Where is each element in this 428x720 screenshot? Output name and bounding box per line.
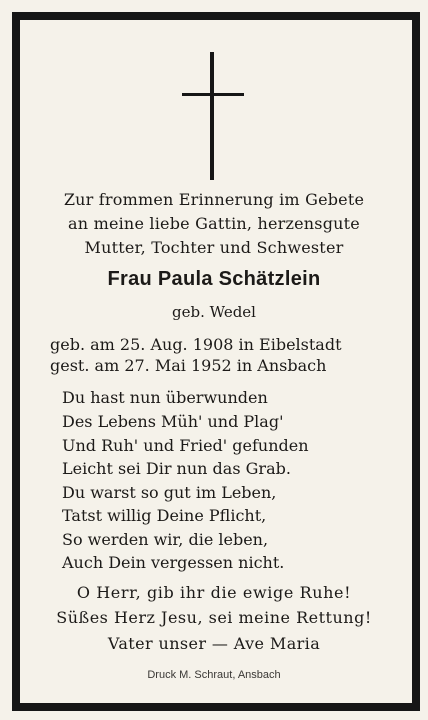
intro-line-3: Mutter, Tochter und Schwester [84, 238, 344, 257]
death-line: gest. am 27. Mai 1952 in Ansbach [50, 356, 327, 375]
verse-line-4: Leicht sei Dir nun das Grab. [62, 459, 291, 478]
verse-line-5: Du warst so gut im Leben, [62, 483, 277, 502]
prayer-line-1: O Herr, gib ihr die ewige Ruhe! [76, 583, 352, 602]
maiden-name: geb. Wedel [172, 303, 256, 321]
verse-line-3: Und Ruh' und Fried' gefunden [62, 436, 309, 455]
birth-line: geb. am 25. Aug. 1908 in Eibelstadt [50, 335, 342, 354]
cross-horizontal-bar [182, 93, 244, 96]
verse-line-1: Du hast nun überwunden [62, 388, 268, 407]
intro-line-1: Zur frommen Erinnerung im Gebete [63, 190, 365, 209]
intro-line-2: an meine liebe Gattin, herzensgute [68, 214, 360, 233]
verse-line-7: So werden wir, die leben, [62, 530, 269, 549]
verse-line-6: Tatst willig Deine Pflicht, [62, 506, 267, 525]
verse-line-8: Auch Dein vergessen nicht. [62, 553, 285, 572]
cross-vertical-bar [210, 52, 214, 180]
verse-line-2: Des Lebens Müh' und Plag' [62, 412, 284, 431]
printer-imprint: Druck M. Schraut, Ansbach [147, 669, 281, 681]
prayer-line-2: Süßes Herz Jesu, sei meine Rettung! [56, 608, 372, 627]
prayer-line-3: Vater unser — Ave Maria [107, 634, 321, 653]
deceased-name: Frau Paula Schätzlein [107, 268, 321, 290]
